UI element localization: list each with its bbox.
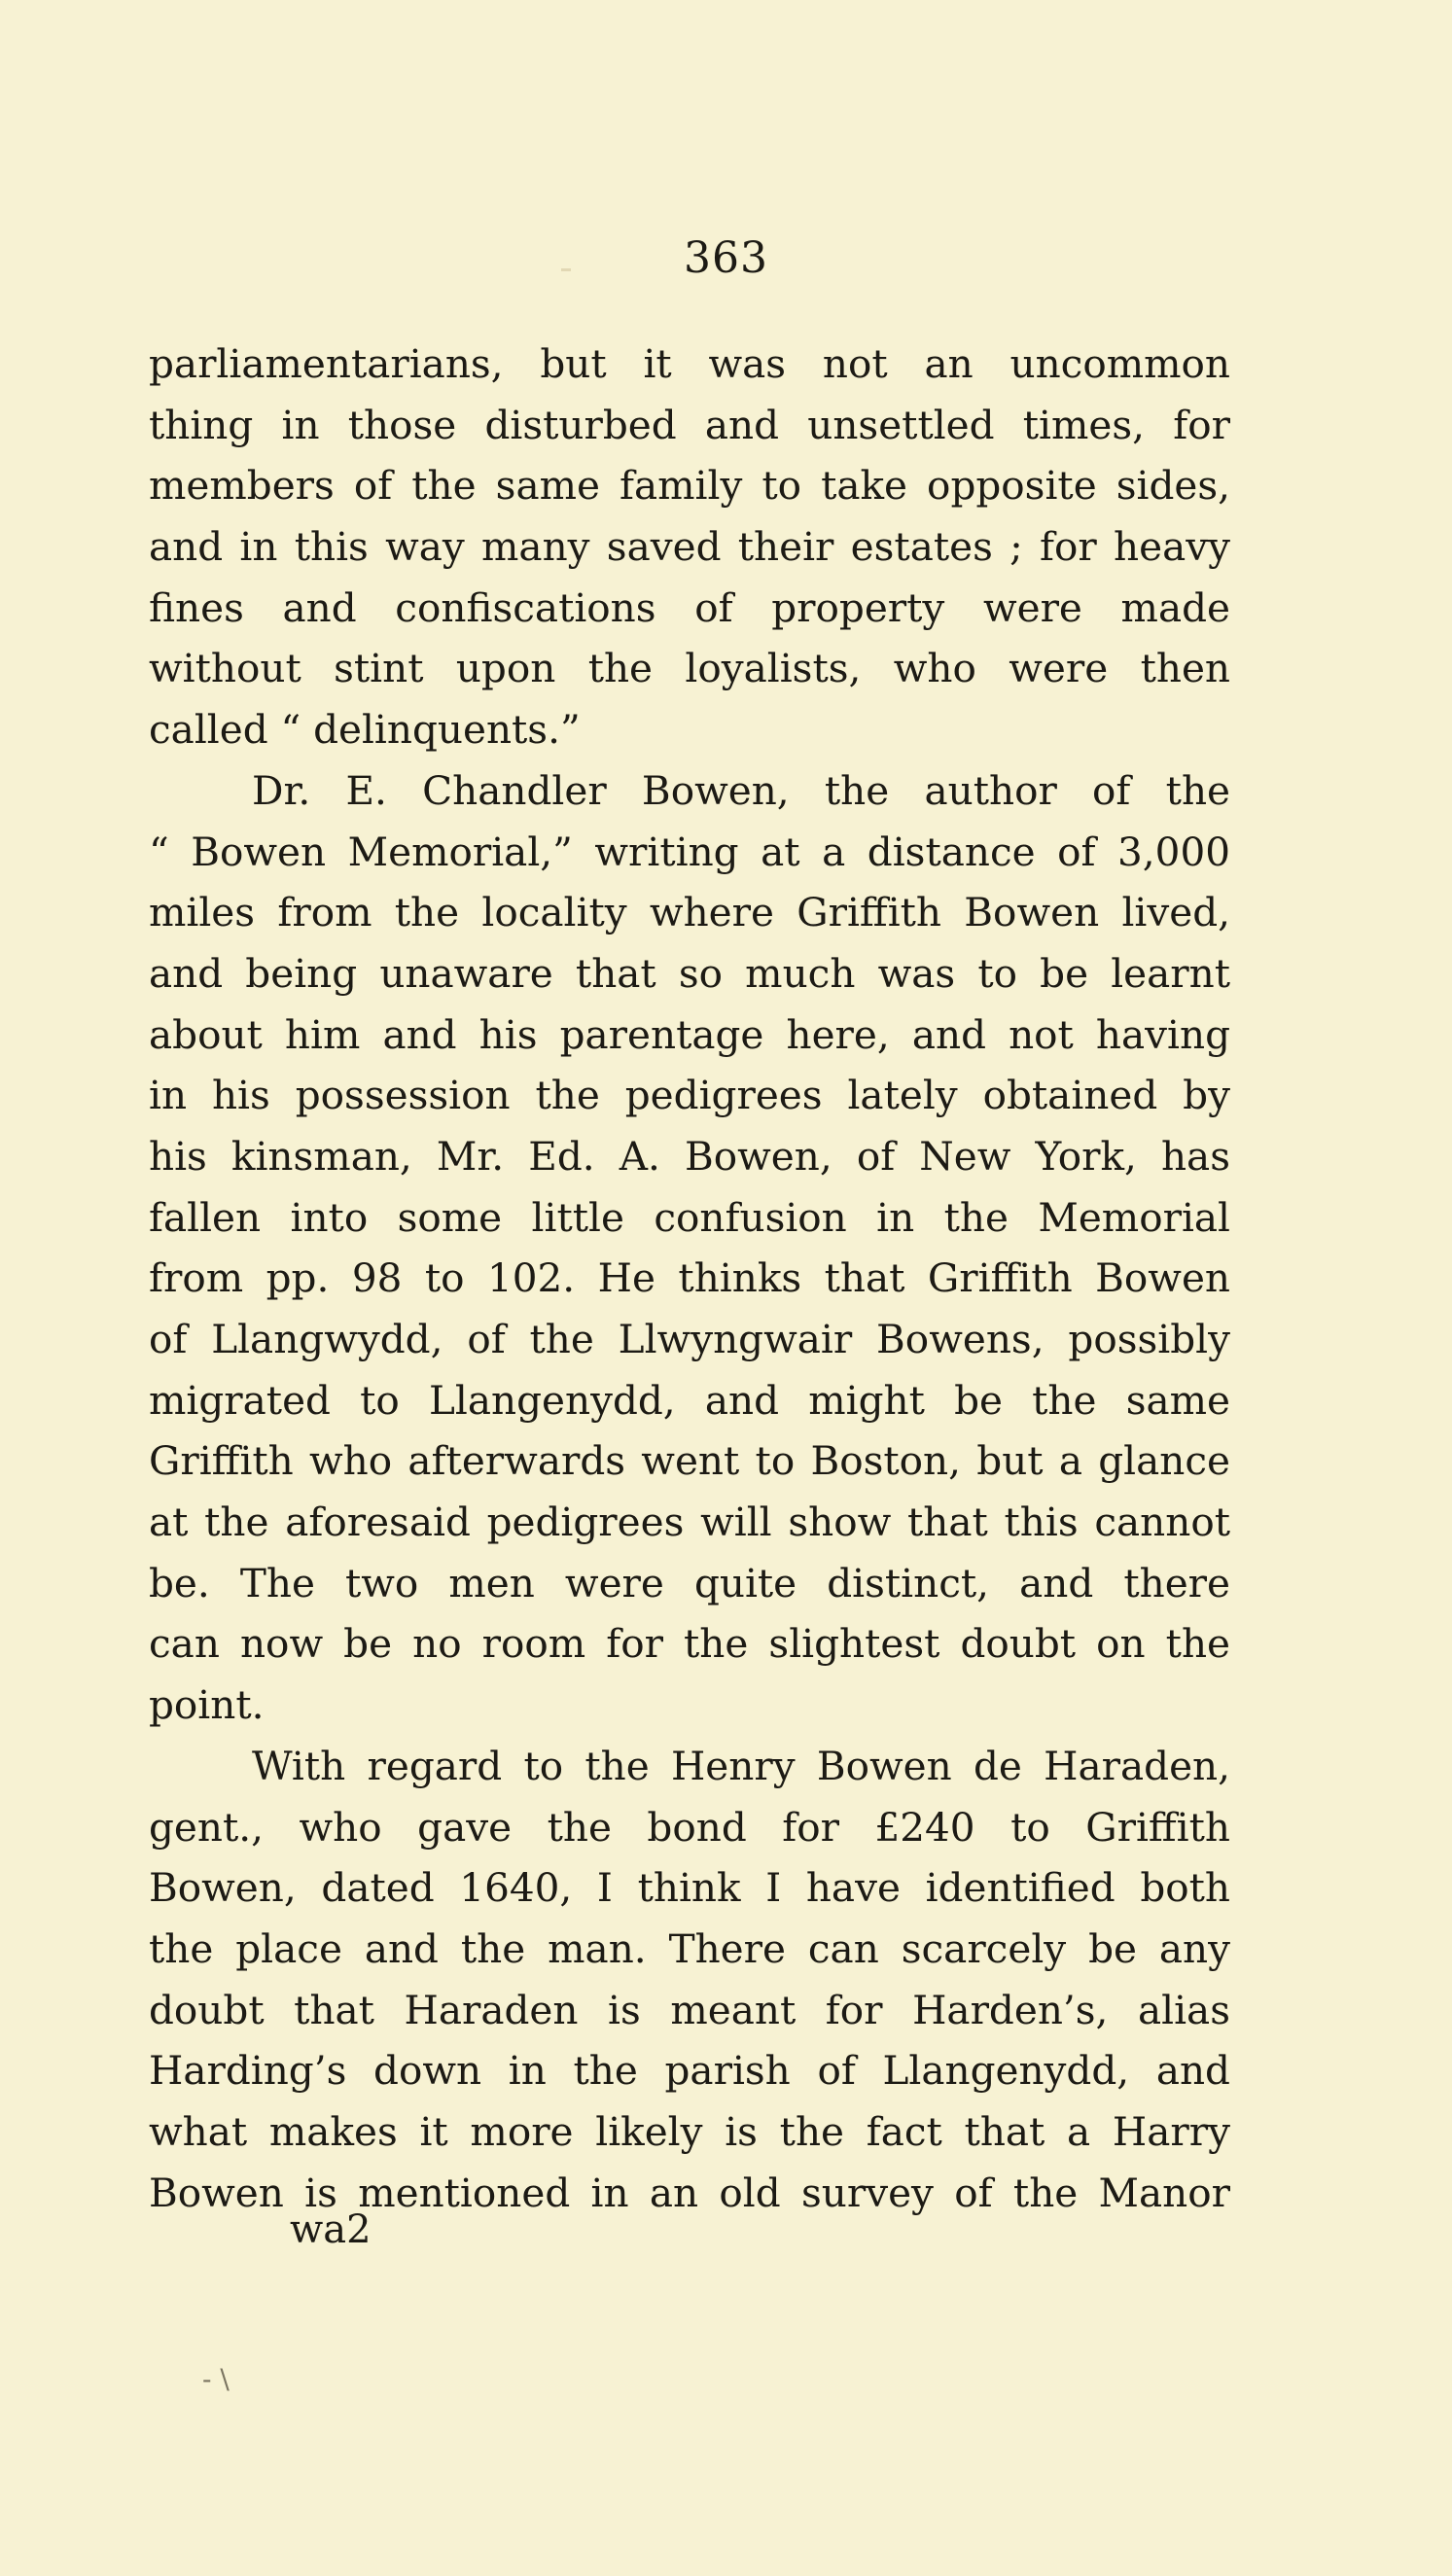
- text-line: thing in those disturbed and unsettled times, for: [149, 401, 1230, 448]
- text-line: doubt that Haraden is meant for Harden’s, alias: [149, 1986, 1230, 2033]
- text-line: point.: [149, 1681, 265, 1729]
- text-line: members of the same family to take opposite sides,: [149, 462, 1230, 510]
- text-line: parliamentarians, but it was not an uncommon: [149, 340, 1230, 387]
- text-line: fallen into some little confusion in the Memorial: [149, 1193, 1230, 1241]
- body-text: [149, 334, 1230, 2223]
- paragraph-start-line: With regard to the Henry Bowen de Haraden,: [252, 1742, 1230, 1789]
- page-number: 363: [684, 233, 768, 283]
- text-line: in his possession the pedigrees lately obtained by: [149, 1072, 1230, 1119]
- text-line: “ Bowen Memorial,” writing at a distance of 3,000: [149, 828, 1230, 875]
- text-line: and in this way many saved their estates ; for heavy: [149, 523, 1230, 571]
- paragraph-start-line: Dr. E. Chandler Bowen, the author of the: [252, 766, 1230, 814]
- text-line: and being unaware that so much was to be learnt: [149, 949, 1230, 997]
- text-line: miles from the locality where Griffith Bowen lived,: [149, 889, 1230, 936]
- text-line: of Llangwydd, of the Llwyngwair Bowens, possibly: [149, 1316, 1230, 1362]
- printer-signature-mark: wa2: [290, 2207, 372, 2252]
- margin-mark: - \: [202, 2363, 230, 2395]
- text-line: can now be no room for the slightest doubt on the: [149, 1620, 1230, 1668]
- text-line: Harding’s down in the parish of Llangenydd, and: [149, 2047, 1230, 2095]
- text-line: without stint upon the loyalists, who were then: [149, 645, 1230, 692]
- text-line: what makes it more likely is the fact that a Harry: [149, 2107, 1230, 2155]
- text-line: be. The two men were quite distinct, and there: [149, 1559, 1230, 1606]
- text-line: Bowen is mentioned in an old survey of the Manor: [149, 2169, 1230, 2216]
- text-line: about him and his parentage here, and not having: [149, 1010, 1230, 1058]
- text-line: the place and the man. There can scarcely be any: [149, 1924, 1230, 1972]
- text-line: Bowen, dated 1640, I think I have identified both: [149, 1864, 1230, 1912]
- text-line: called “ delinquents.”: [149, 706, 581, 754]
- text-line: fines and confiscations of property were made: [149, 583, 1230, 631]
- text-line: at the aforesaid pedigrees will show that this cannot: [149, 1499, 1230, 1546]
- text-line: migrated to Llangenydd, and might be the same: [149, 1376, 1230, 1424]
- text-line: from pp. 98 to 102. He thinks that Griffith Bowen: [149, 1254, 1230, 1302]
- text-line: gent., who gave the bond for £240 to Griffith: [149, 1803, 1230, 1851]
- text-line: Griffith who afterwards went to Boston, but a glance: [149, 1437, 1230, 1485]
- text-line: his kinsman, Mr. Ed. A. Bowen, of New York, has: [149, 1132, 1230, 1180]
